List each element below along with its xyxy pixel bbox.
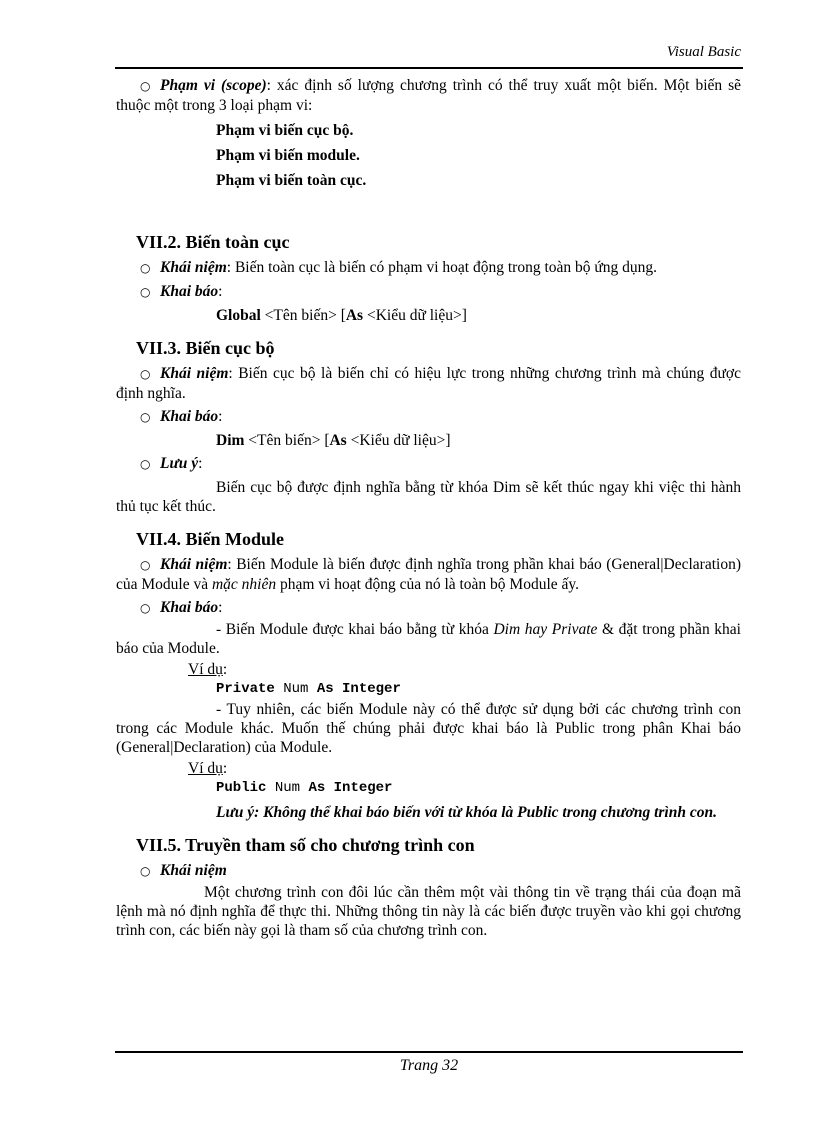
concept-line <box>116 258 741 278</box>
scope-paragraph <box>116 76 741 115</box>
bullet-icon: ○ <box>140 457 151 471</box>
code-keyword: As Integer <box>308 780 393 796</box>
module-decl-paragraph <box>116 620 741 658</box>
syntax-as: As <box>329 432 347 449</box>
example-colon: : <box>222 760 228 777</box>
scope-item: Phạm vi biến cục bộ. <box>216 122 354 139</box>
section-heading: VII.4. Biến Module <box>136 529 285 549</box>
running-header: Visual Basic <box>666 44 741 60</box>
concept-text: phạm vi hoạt động của nó là toàn bộ Module ấy. <box>276 576 580 593</box>
note-term: Lưu ý <box>160 455 199 472</box>
concept-term: Khái niệm <box>160 556 228 573</box>
section-heading: VII.3. Biến cục bộ <box>136 338 275 358</box>
page-content <box>116 76 741 940</box>
page-number: Trang 32 <box>399 1057 459 1074</box>
note-colon: : <box>198 455 203 472</box>
code-identifier: Num <box>266 780 309 796</box>
declaration-colon: : <box>218 283 223 300</box>
header-rule <box>115 67 743 69</box>
concept-line <box>116 861 741 881</box>
code-line <box>216 680 741 699</box>
code-line <box>216 779 741 798</box>
parameter-paragraph: Một chương trình con đôi lúc cần thêm một vài thông tin về trạng thái của đoạn mã lệnh mà nó định nghĩa để thực thi. Những thông tin này là các biến được truyền vào khi gọi chương trình con, các biến này gọi là tham số của chương trình con. <box>116 884 741 939</box>
concept-paragraph <box>116 364 741 403</box>
declaration-line <box>116 598 741 618</box>
syntax-line <box>216 431 741 450</box>
declaration-line <box>116 407 741 427</box>
syntax-as: As <box>345 307 364 324</box>
example-label <box>188 660 741 679</box>
example-label-text: Ví dụ <box>188 661 223 678</box>
note-paragraph: Biến cục bộ được định nghĩa bằng từ khóa Dim sẽ kết thúc ngay khi việc thi hành thủ tục kết thúc. <box>116 479 741 515</box>
bullet-icon: ○ <box>140 410 151 424</box>
code-keyword: As Integer <box>316 681 401 697</box>
concept-paragraph <box>116 555 741 594</box>
concept-term: Khái niệm <box>160 259 227 276</box>
syntax-line <box>216 306 741 325</box>
example-label <box>188 759 741 778</box>
bullet-icon: ○ <box>140 367 151 381</box>
declaration-line <box>116 282 741 302</box>
bullet-icon: ○ <box>140 79 151 93</box>
bullet-icon: ○ <box>140 864 151 878</box>
code-keyword: Public <box>216 780 267 796</box>
public-paragraph: - Tuy nhiên, các biến Module này có thể được sử dụng bởi các chương trình con trong các Module khác. Muốn thế chúng phải được khai báo là Public trong phân Khai báo (General|Declaration) của Module. <box>116 701 741 756</box>
syntax-text: <Kiểu dữ liệu>] <box>363 307 467 324</box>
scope-item: Phạm vi biến toàn cục. <box>216 172 367 189</box>
syntax-text: <Kiểu dữ liệu>] <box>346 432 451 449</box>
paragraph-italic: Dim hay Private <box>493 621 598 638</box>
section-heading: VII.2. Biến toàn cục <box>136 232 290 252</box>
concept-text: : Biến cục bộ là biến chỉ có hiệu lực trong những chương trình mà chúng được định nghĩa. <box>116 365 741 402</box>
scope-text: : xác định số lượng chương trình có thể truy xuất một biến. Một biến sẽ thuộc một trong 3 loại phạm vi: <box>116 77 742 114</box>
syntax-keyword: Global <box>216 307 261 324</box>
declaration-term: Khai báo <box>160 408 219 425</box>
declaration-term: Khai báo <box>160 283 219 300</box>
concept-italic: mặc nhiên <box>211 576 277 593</box>
declaration-colon: : <box>218 408 223 425</box>
syntax-text: <Tên biến> [ <box>244 432 330 449</box>
concept-text: : Biến Module là biến được định nghĩa trong phần khai báo (General|Declaration) của Module và <box>116 556 741 593</box>
example-colon: : <box>222 661 228 678</box>
bullet-icon: ○ <box>140 601 151 615</box>
note-line <box>116 454 741 474</box>
scope-item: Phạm vi biến module. <box>216 147 360 164</box>
section-heading: VII.5. Truyền tham số cho chương trình con <box>136 835 475 855</box>
syntax-text: <Tên biến> [ <box>260 307 346 324</box>
module-note: Lưu ý: Không thể khai báo biến với từ khóa là Public trong chương trình con. <box>216 804 717 821</box>
bullet-icon: ○ <box>140 558 151 572</box>
bullet-icon: ○ <box>140 285 151 299</box>
paragraph-text: & đặt trong phần khai báo của Module. <box>116 621 741 657</box>
syntax-keyword: Dim <box>216 432 245 449</box>
bullet-icon: ○ <box>140 261 151 275</box>
paragraph-text: - Biến Module được khai báo bằng từ khóa <box>216 621 494 638</box>
concept-term: Khái niệm <box>160 365 229 382</box>
scope-term: Phạm vi (scope) <box>160 77 267 94</box>
concept-text: : Biến toàn cục là biến có phạm vi hoạt động trong toàn bộ ứng dụng. <box>226 259 658 276</box>
declaration-colon: : <box>218 599 223 616</box>
code-keyword: Private <box>216 681 275 697</box>
footer-rule <box>115 1051 743 1053</box>
declaration-term: Khai báo <box>160 599 219 616</box>
code-identifier: Num <box>274 681 317 697</box>
example-label-text: Ví dụ <box>188 760 223 777</box>
concept-term: Khái niệm <box>160 862 227 879</box>
